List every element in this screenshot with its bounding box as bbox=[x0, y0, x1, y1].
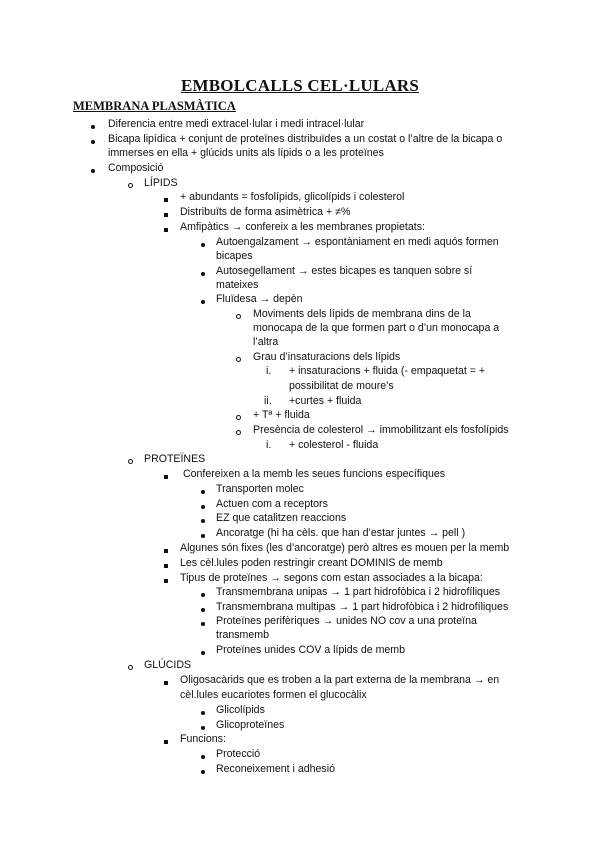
bullet-dot-icon bbox=[201, 622, 205, 626]
bullet-dot-icon bbox=[201, 711, 205, 715]
bullet-dot-icon bbox=[91, 125, 95, 129]
bullet-square-icon bbox=[164, 475, 168, 479]
text-line: Proteïnes unides COV a lípids de memb bbox=[216, 644, 406, 656]
section-label-glucids: GLÚCIDS bbox=[144, 659, 192, 671]
section-label-proteines: PROTEÏNES bbox=[144, 453, 206, 465]
bullet-ring-icon bbox=[128, 183, 133, 188]
text-line: Reconeixement i adhesió bbox=[216, 763, 335, 775]
text-line: Autosegellament → estes bicapes es tanquen sobre sí bbox=[216, 265, 473, 277]
text-line: Moviments dels lípids de membrana dins de la bbox=[253, 308, 471, 320]
bullet-dot-icon bbox=[201, 726, 205, 730]
text-line: + colesterol - fluida bbox=[289, 439, 379, 451]
section-heading: MEMBRANA PLASMÀTICA bbox=[73, 99, 236, 113]
bullet-dot-icon bbox=[201, 300, 205, 304]
bullet-ring-icon bbox=[236, 357, 241, 362]
text-line: bicapes bbox=[216, 250, 253, 262]
bullet-dot-icon bbox=[91, 140, 95, 144]
text-line: Transmembrana multipas → 1 part hidrofòbica i 2 hidrofíliques bbox=[216, 601, 509, 613]
text-line: Protecció bbox=[216, 748, 261, 760]
bullet-ring-icon bbox=[128, 665, 133, 670]
bullet-square-icon bbox=[164, 579, 168, 583]
bullet-dot-icon bbox=[201, 593, 205, 597]
text-line: Ancoratge (hi ha cèls. que han d’estar juntes → pell ) bbox=[216, 527, 466, 539]
bullet-square-icon bbox=[164, 213, 168, 217]
text-line: mateixes bbox=[216, 279, 259, 291]
text-line: + abundants = fosfolípids, glicolípids i colesterol bbox=[180, 191, 405, 203]
bullet-dot-icon bbox=[201, 755, 205, 759]
text-line: Confereixen a la memb les seues funcions específiques bbox=[183, 468, 446, 480]
text-line: Les cèl.lules poden restringir creant DOMINIS de memb bbox=[180, 557, 443, 569]
bullet-dot-icon bbox=[201, 519, 205, 523]
text-line: Glicoproteïnes bbox=[216, 719, 285, 731]
text-line: Proteïnes perifèriques → unides NO cov a una proteïna bbox=[216, 615, 477, 627]
text-line: Bicapa lipídica + conjunt de proteïnes distribuïdes a un costat o l’altre de la bicapa o bbox=[108, 133, 503, 145]
bullet-square-icon bbox=[164, 564, 168, 568]
bullet-ring-icon bbox=[236, 430, 241, 435]
text-line: +curtes + fluida bbox=[289, 395, 362, 407]
roman-numeral: i. bbox=[266, 365, 272, 377]
bullet-square-icon bbox=[164, 740, 168, 744]
text-line: Tipus de proteïnes → segons com estan associades a la bicapa: bbox=[180, 572, 483, 584]
bullet-dot-icon bbox=[201, 505, 205, 509]
roman-numeral: i. bbox=[266, 439, 272, 451]
bullet-square-icon bbox=[164, 198, 168, 202]
bullet-ring-icon bbox=[128, 459, 133, 464]
text-line: monocapa de la que formen part o d’un monocapa a bbox=[253, 322, 500, 334]
text-line: + Tª + fluida bbox=[253, 409, 310, 421]
bullet-dot-icon bbox=[201, 770, 205, 774]
text-line: possibilitat de moure’s bbox=[289, 380, 394, 392]
text-line: Presència de colesterol → immobilitzant els fosfolípids bbox=[253, 424, 509, 436]
bullet-dot-icon bbox=[201, 490, 205, 494]
bullet-square-icon bbox=[164, 228, 168, 232]
bullet-ring-icon bbox=[236, 415, 241, 420]
text-line: Oligosacàrids que es troben a la part externa de la membrana → en bbox=[180, 674, 500, 686]
text-line: Distribuïts de forma asimètrica + ≠% bbox=[180, 206, 351, 218]
bullet-ring-icon bbox=[236, 314, 241, 319]
bullet-dot-icon bbox=[201, 243, 205, 247]
text-line: Glicolípids bbox=[216, 704, 265, 716]
text-line: cèl.lules eucariotes formen el glucocàlix bbox=[180, 689, 367, 701]
section-label-lipids: LÍPIDS bbox=[144, 177, 178, 189]
bullet-dot-icon bbox=[201, 534, 205, 538]
text-line: Transmembrana unipas → 1 part hidrofòbica i 2 hidrofíliques bbox=[216, 586, 501, 598]
text-line: EZ que catalitzen reaccions bbox=[216, 512, 347, 524]
bullet-dot-icon bbox=[91, 169, 95, 173]
bullet-square-icon bbox=[164, 549, 168, 553]
text-line: Funcions: bbox=[180, 733, 226, 745]
bullet-square-icon bbox=[164, 681, 168, 685]
text-line: Algunes són fixes (les d’ancoratge) però altres es mouen per la memb bbox=[180, 542, 510, 554]
bullet-dot-icon bbox=[201, 272, 205, 276]
text-line: transmemb bbox=[216, 629, 269, 641]
text-line: Amfipàtics → confereix a les membranes propietats: bbox=[180, 221, 425, 233]
text-line: Composició bbox=[108, 162, 164, 174]
roman-numeral: ii. bbox=[264, 395, 272, 407]
document-title: EMBOLCALLS CEL·LULARS bbox=[180, 76, 419, 95]
text-line: Actuen com a receptors bbox=[216, 498, 328, 510]
bullet-dot-icon bbox=[201, 608, 205, 612]
text-line: Grau d’insaturacions dels lípids bbox=[253, 351, 401, 363]
text-line: Transporten molec bbox=[216, 483, 304, 495]
text-line: Diferencia entre medi extracel·lular i medi intracel·lular bbox=[108, 118, 365, 130]
text-line: l’altra bbox=[253, 336, 279, 348]
text-line: + insaturacions + fluida (- empaquetat = + bbox=[289, 365, 486, 377]
text-line: Fluïdesa → depèn bbox=[216, 293, 303, 305]
text-line: immerses en ella + glúcids units als lípids o a les proteïnes bbox=[108, 147, 384, 159]
bullet-dot-icon bbox=[201, 651, 205, 655]
text-line: Autoengalzament → espontàniament en medi aquós formen bbox=[216, 236, 499, 248]
